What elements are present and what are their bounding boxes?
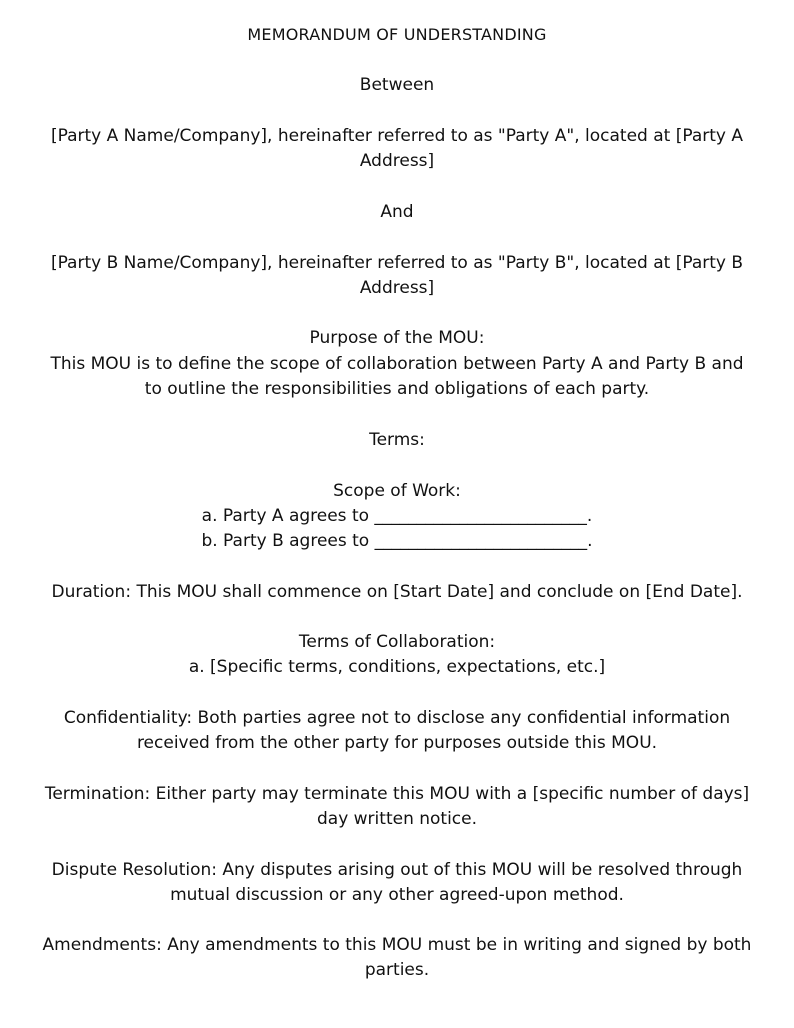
collaboration-item-a: a. [Specific terms, conditions, expectations, etc.] — [188, 657, 606, 677]
party-b-line-2: Address] — [359, 278, 435, 298]
between-label: Between — [359, 75, 435, 95]
scope-item-b: b. Party B agrees to _________________________. — [201, 531, 593, 551]
duration-clause: Duration: This MOU shall commence on [Start Date] and conclude on [End Date]. — [51, 582, 743, 602]
party-a-line-1: [Party A Name/Company], hereinafter referred to as "Party A", located at [Party A — [50, 126, 744, 146]
scope-heading: Scope of Work: — [333, 481, 461, 501]
terms-heading: Terms: — [369, 430, 425, 450]
document-title: MEMORANDUM OF UNDERSTANDING — [247, 25, 547, 44]
confidentiality-line-2: received from the other party for purposes outside this MOU. — [136, 733, 658, 753]
party-a-line-2: Address] — [359, 151, 435, 171]
purpose-line-1: This MOU is to define the scope of collaboration between Party A and Party B and — [50, 354, 744, 374]
party-b-line-1: [Party B Name/Company], hereinafter referred to as "Party B", located at [Party B — [50, 253, 744, 273]
purpose-line-2: to outline the responsibilities and obligations of each party. — [144, 379, 650, 399]
and-label: And — [380, 202, 414, 222]
dispute-line-2: mutual discussion or any other agreed-upon method. — [170, 885, 624, 905]
termination-line-2: day written notice. — [316, 809, 478, 829]
amendments-line-2: parties. — [364, 960, 430, 980]
dispute-line-1: Dispute Resolution: Any disputes arising out of this MOU will be resolved through — [51, 860, 743, 880]
confidentiality-line-1: Confidentiality: Both parties agree not to disclose any confidential information — [63, 708, 731, 728]
scope-item-a: a. Party A agrees to _________________________. — [201, 506, 593, 526]
amendments-line-1: Amendments: Any amendments to this MOU must be in writing and signed by both — [42, 935, 752, 955]
collaboration-heading: Terms of Collaboration: — [298, 632, 496, 652]
termination-line-1: Termination: Either party may terminate this MOU with a [specific number of days] — [44, 784, 750, 804]
purpose-heading: Purpose of the MOU: — [309, 328, 485, 348]
